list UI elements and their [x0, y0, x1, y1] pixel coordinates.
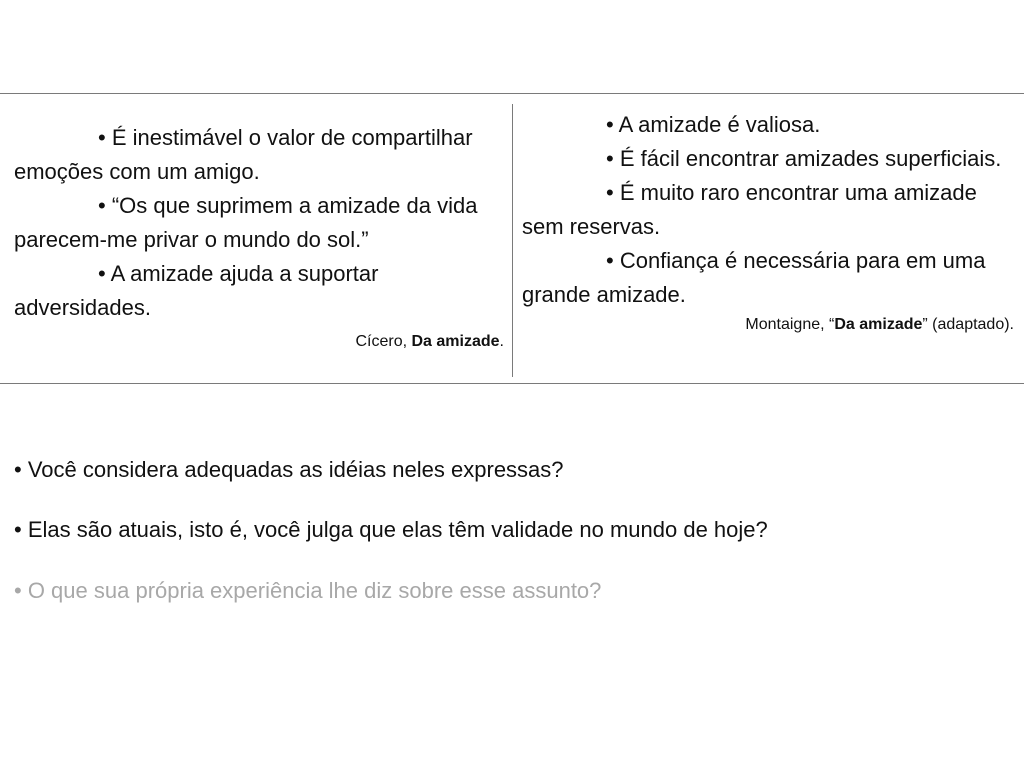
bullet-icon: •	[14, 457, 22, 482]
bullet-icon: •	[98, 193, 106, 218]
right-citation-work: Da amizade	[834, 316, 923, 333]
column-divider	[512, 104, 513, 377]
left-quote-column	[14, 121, 504, 353]
left-citation: Cícero, Da amizade.	[355, 333, 504, 350]
left-citation-work: Da amizade	[411, 333, 500, 350]
right-item: • É muito raro encontrar uma amizade sem reservas.	[522, 176, 1014, 244]
bullet-icon: •	[98, 261, 106, 286]
bullet-icon: •	[606, 180, 614, 205]
top-rule	[0, 93, 1024, 94]
left-item: • “Os que suprimem a amizade da vida parecem-me privar o mundo do sol.”	[14, 189, 504, 257]
bullet-icon: •	[606, 112, 614, 137]
right-item: • Confiança é necessária para em uma grande amizade.	[522, 244, 1014, 312]
bullet-icon: •	[98, 125, 106, 150]
right-quote-column	[522, 108, 1014, 336]
question-item-muted: • O que sua própria experiência lhe diz sobre esse assunto?	[14, 578, 602, 603]
bullet-icon: •	[14, 578, 22, 603]
right-item: • É fácil encontrar amizades superficiais.	[522, 142, 1014, 176]
left-item: • É inestimável o valor de compartilhar emoções com um amigo.	[14, 121, 504, 189]
question-item: • Elas são atuais, isto é, você julga que elas têm validade no mundo de hoje?	[14, 517, 768, 542]
question-item: • Você considera adequadas as idéias neles expressas?	[14, 457, 564, 482]
bullet-icon: •	[606, 146, 614, 171]
bullet-icon: •	[14, 517, 22, 542]
bullet-icon: •	[606, 248, 614, 273]
right-citation: Montaigne, “Da amizade” (adaptado).	[745, 316, 1014, 333]
left-item: • A amizade ajuda a suportar adversidades.	[14, 257, 504, 325]
right-item: • A amizade é valiosa.	[522, 108, 1014, 142]
bottom-rule	[0, 383, 1024, 384]
